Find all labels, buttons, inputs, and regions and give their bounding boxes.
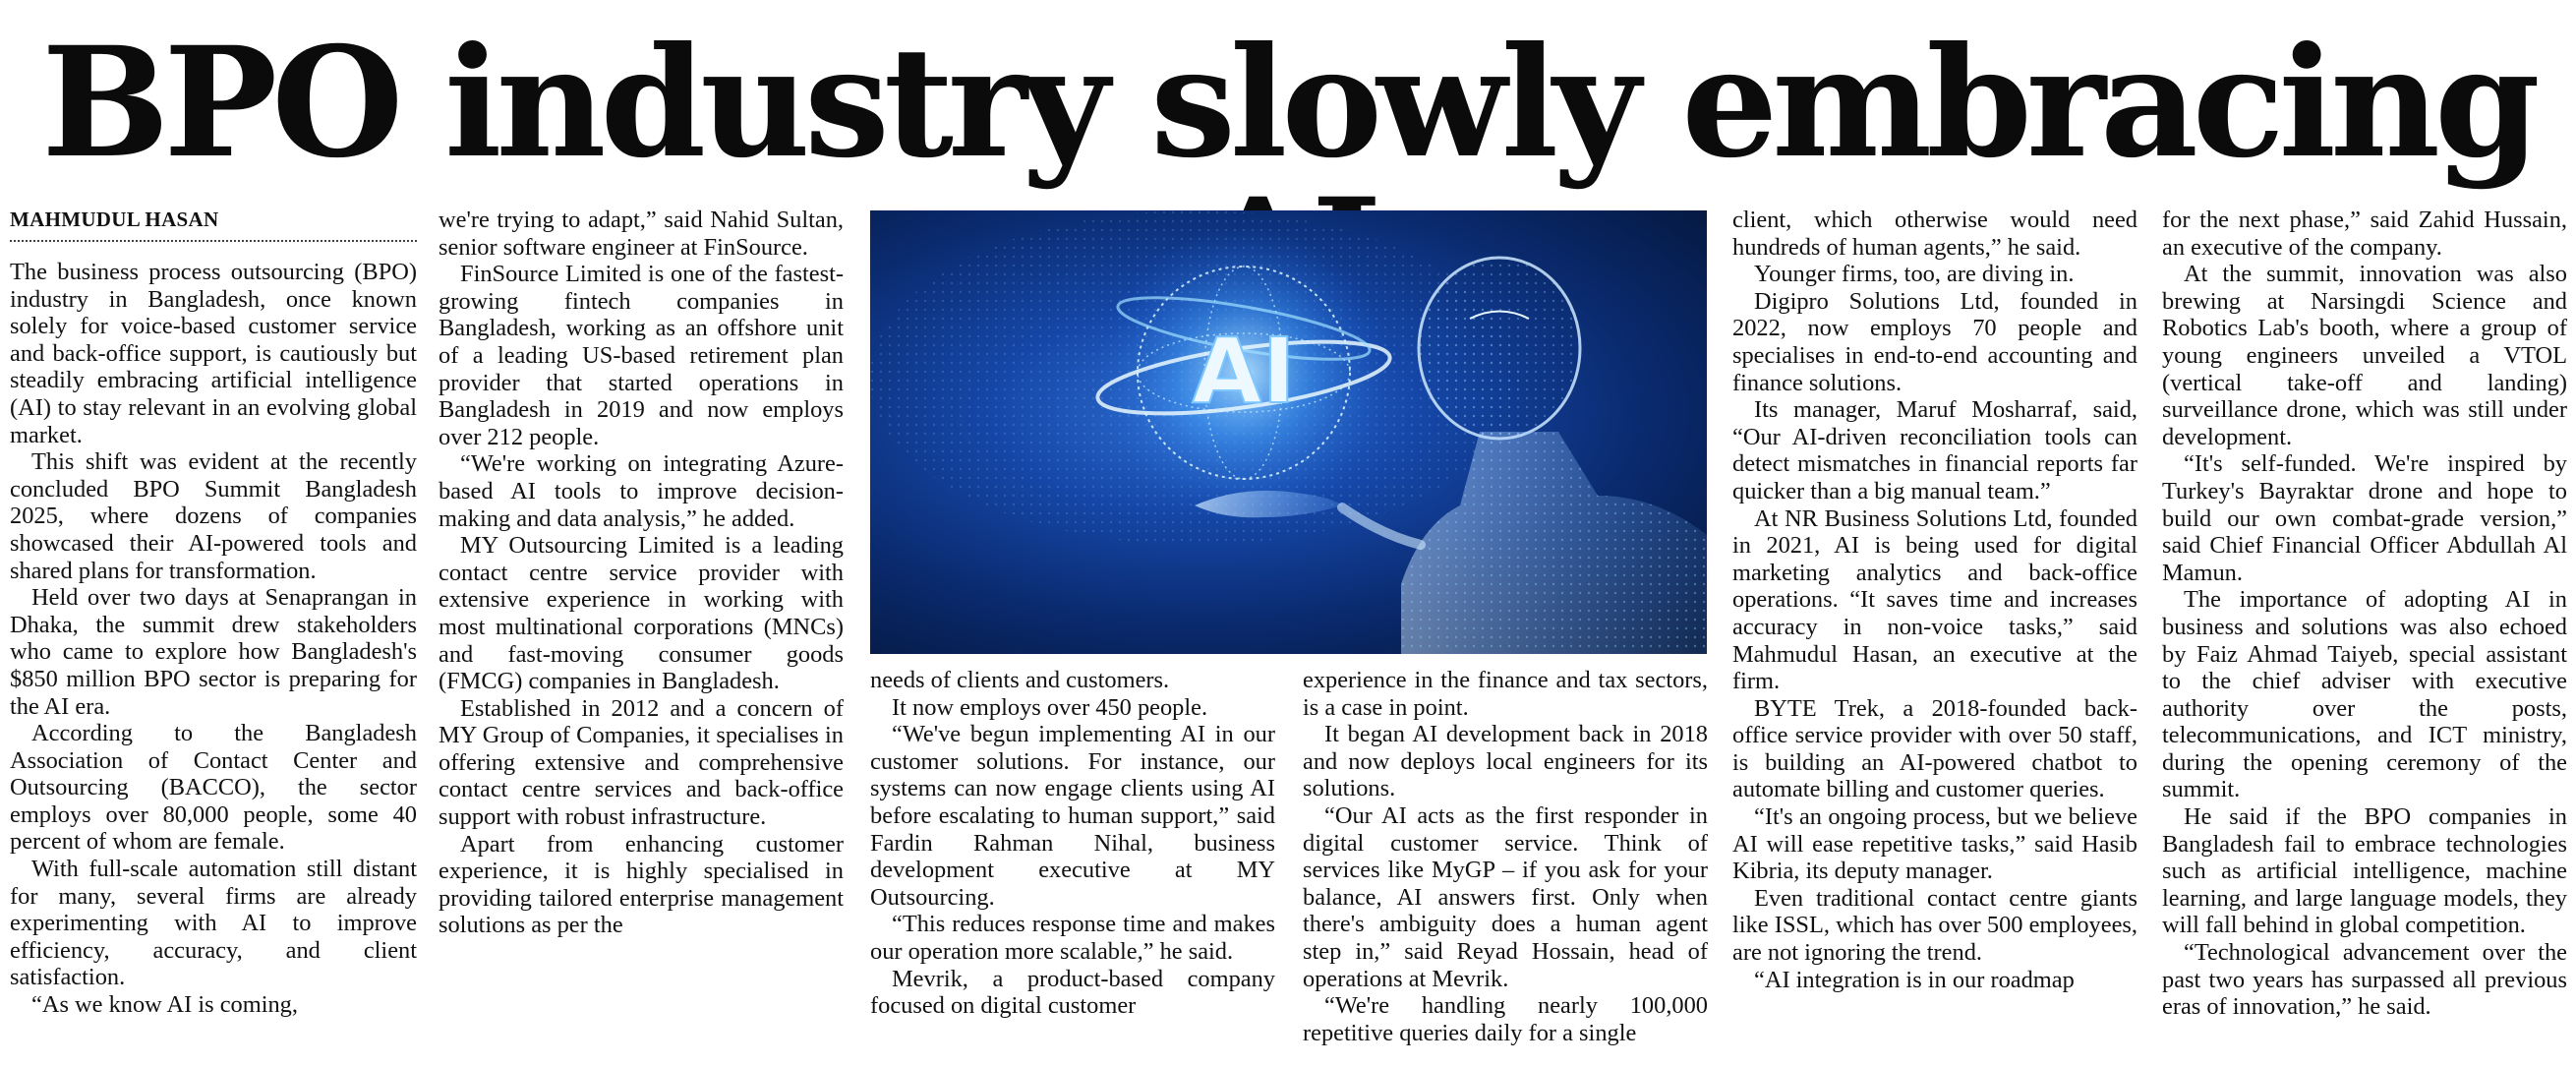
ai-robot-image (870, 210, 1707, 654)
paragraph: He said if the BPO companies in Bangladesh fail to embrace technologies such as artificial intelligence, machine learning, and large language models, they will fall behind in global competition. (2162, 803, 2567, 939)
paragraph: FinSource Limited is one of the fastest-growing fintech companies in Bangladesh, working as an offshore unit of a leading US-based retirement plan provider that started operations in Bangladesh in 2019 and now employs over 212 people. (439, 261, 844, 450)
headline: BPO industry slowly embracing (41, 14, 2535, 192)
column-4 (1303, 667, 1708, 1046)
column-1 (10, 259, 417, 1019)
column-6 (2162, 207, 2567, 1021)
paragraph: “We've begun implementing AI in our customer solutions. For instance, our systems can now engage clients using AI before escalating to human support,” said Fardin Rahman Nihal, business development executive at MY Outsourcing. (870, 721, 1275, 911)
paragraph: Younger firms, too, are diving in. (1754, 261, 2075, 288)
paragraph: MY Outsourcing Limited is a leading contact centre service provider with extensive experience in working with most multinational corporations (MNCs) and fast-moving consumer goods (FMCG) companies in Bangladesh. (439, 532, 844, 695)
paragraph: Apart from enhancing customer experience, it is highly specialised in providing tailored enterprise management solutions as per the (439, 830, 844, 939)
paragraph: for the next phase,” said Zahid Hussain, an executive of the company. (2162, 207, 2567, 261)
column-2 (439, 207, 844, 939)
paragraph: According to the Bangladesh Association of Contact Center and Outsourcing (BACCO), the sector employs over 80,000 people, some 40 percent of whom are female. (10, 720, 417, 856)
paragraph: The importance of adopting AI in business and solutions was also echoed by Faiz Ahmad Taiyeb, special assistant to the chief adviser with executive authority over the posts, telecommunications, and ICT ministry, during the opening ceremony of the summit. (2162, 586, 2567, 803)
byline-divider (10, 240, 417, 242)
paragraph: Even traditional contact centre giants like ISSL, which has over 500 employees, are not ignoring the trend. (1732, 884, 2137, 967)
paragraph: “This reduces response time and makes our operation more scalable,” he said. (870, 911, 1275, 965)
column-3 (870, 667, 1275, 1020)
paragraph: “It's an ongoing process, but we believe AI will ease repetitive tasks,” said Hasib Kibria, its deputy manager. (1732, 803, 2137, 885)
paragraph: needs of clients and customers. (870, 667, 1170, 693)
column-5 (1732, 207, 2137, 993)
paragraph: Its manager, Maruf Mosharraf, said, “Our AI-driven reconciliation tools can detect mismatches in financial reports far quicker than a big manual team.” (1732, 396, 2137, 504)
paragraph: BYTE Trek, a 2018-founded back-office service provider with over 50 staff, is building an AI-powered chatbot to automate billing and customer queries. (1732, 694, 2137, 803)
paragraph: The business process outsourcing (BPO) industry in Bangladesh, once known solely for voice-based customer service and back-office support, is cautiously but steadily embracing artificial intelligence (AI) to stay relevant in an evolving global market. (10, 259, 417, 448)
paragraph: At the summit, innovation was also brewing at Narsingdi Science and Robotics Lab's booth, where a group of young engineers unveiled a VTOL (vertical take-off and landing) surveillance drone, which was still under development. (2162, 261, 2567, 450)
paragraph: “Our AI acts as the first responder in digital customer service. Think of services like MyGP – if you ask for your balance, AI answers first. Only when there's ambiguity does a human agent step in,” said Reyad Hossain, head of operations at Mevrik. (1303, 801, 1708, 992)
paragraph: With full-scale automation still distant for many, several firms are already experimenting with AI to improve efficiency, accuracy, and client satisfaction. (10, 856, 417, 991)
paragraph: It began AI development back in 2018 and now deploys local engineers for its solutions. (1303, 721, 1708, 802)
paragraph: “We're working on integrating Azure-based AI tools to improve decision-making and data analysis,” he added. (439, 450, 844, 532)
paragraph: “As we know AI is coming, (31, 991, 298, 1019)
paragraph: It now employs over 450 people. (892, 693, 1208, 721)
paragraph: “We're handling nearly 100,000 repetitive queries daily for a single (1303, 992, 1708, 1046)
ai-robot-illustration (870, 210, 1707, 654)
paragraph: “Technological advancement over the past two years has surpassed all previous eras of innovation,” he said. (2162, 939, 2567, 1021)
paragraph: we're trying to adapt,” said Nahid Sultan, senior software engineer at FinSource. (439, 207, 844, 261)
paragraph: Mevrik, a product-based company focused on digital customer (870, 965, 1275, 1020)
paragraph: “AI integration is in our roadmap (1754, 966, 2075, 993)
paragraph: Digipro Solutions Ltd, founded in 2022, now employs 70 people and specialises in end-to-end accounting and finance solutions. (1732, 287, 2137, 396)
paragraph: “It's self-funded. We're inspired by Turkey's Bayraktar drone and hope to build our own combat-grade version,” said Chief Financial Officer Abdullah Al Mamun. (2162, 450, 2567, 586)
paragraph: Established in 2012 and a concern of MY Group of Companies, it specialises in offering extensive and comprehensive contact centre services and back-office support with robust infrastructure. (439, 694, 844, 831)
paragraph: This shift was evident at the recently concluded BPO Summit Bangladesh 2025, where dozens of companies showcased their AI-powered tools and shared plans for transformation. (10, 448, 417, 584)
paragraph: Held over two days at Senaprangan in Dhaka, the summit drew stakeholders who came to explore how Bangladesh's $850 million BPO sector is preparing for the AI era. (10, 584, 417, 720)
byline: MAHMUDUL HASAN (10, 207, 219, 231)
paragraph: At NR Business Solutions Ltd, founded in 2021, AI is being used for digital marketing analytics and back-office operations. “It saves time and increases accuracy in non-voice tasks,” said Mahmudul Hasan, an executive at the firm. (1732, 504, 2137, 695)
ai-sphere-label: AI (1192, 319, 1296, 424)
paragraph: experience in the finance and tax sectors, is a case in point. (1303, 667, 1708, 721)
paragraph: client, which otherwise would need hundreds of human agents,” he said. (1732, 207, 2137, 261)
